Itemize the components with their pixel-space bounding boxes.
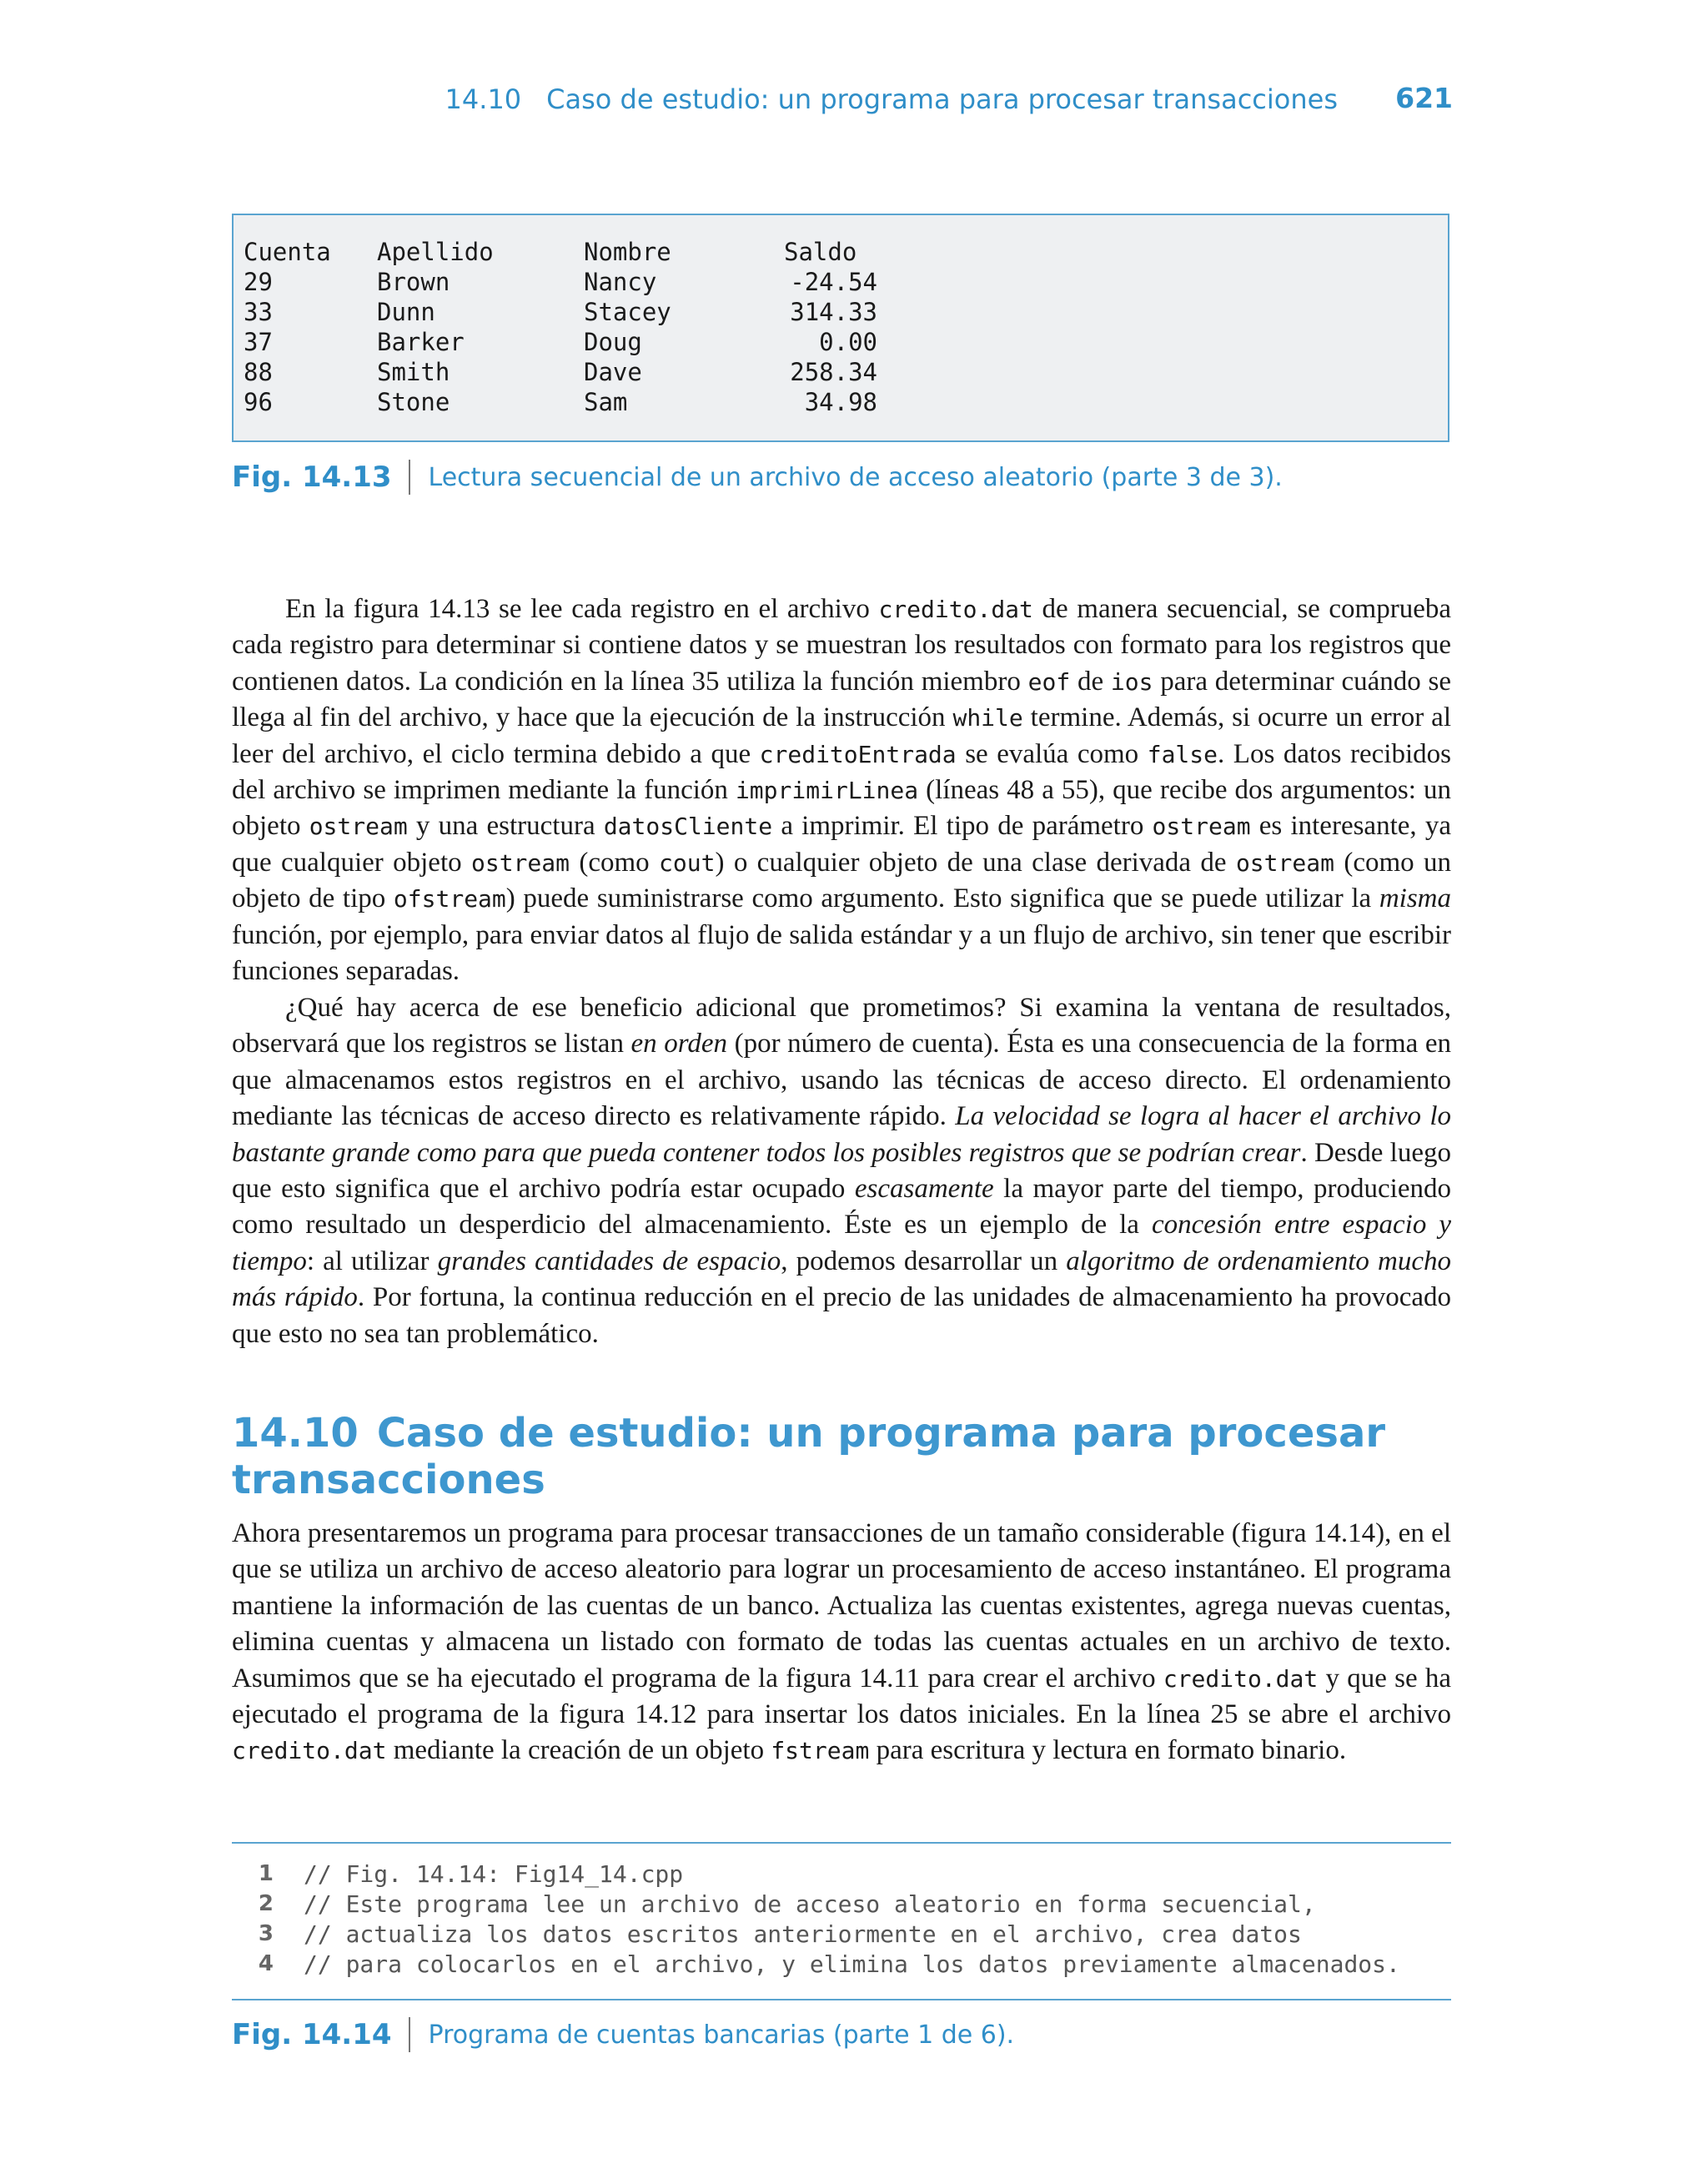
inline-code: ostream — [470, 848, 570, 877]
text-run: para determinar cuándo se llega al fin del archivo, y hace que la ejecución de la instrucción — [232, 666, 1451, 733]
cell-apellido: Dunn — [377, 298, 435, 326]
inline-code: cout — [659, 848, 716, 877]
inline-code: eof — [1027, 667, 1071, 696]
code-line — [232, 1859, 1451, 1889]
code-listing — [232, 1859, 1451, 1979]
cell-nombre: Sam — [584, 388, 628, 416]
text-run: se evalúa como — [956, 738, 1148, 769]
cell-apellido: Brown — [377, 268, 450, 296]
inline-code: fstream — [771, 1737, 870, 1765]
header-title — [445, 83, 1338, 115]
body-paragraph-1 — [232, 591, 1451, 989]
cell-apellido: Barker — [377, 328, 465, 356]
caption-divider — [409, 2017, 410, 2052]
text-run: ) puede suministrarse como argumento. Esto significa que se puede utilizar la — [505, 883, 1379, 914]
inline-code: ostream — [1152, 813, 1251, 841]
text-run: a imprimir. El tipo de parámetro — [772, 811, 1153, 842]
text-run: y que se ha ejecutado el programa de la figura 14.12 para insertar los datos iniciales. En la línea 25 se abre el archivo — [232, 1663, 1451, 1730]
running-header — [232, 78, 1453, 122]
cell-apellido: Smith — [377, 358, 450, 386]
text-run: (como un objeto de tipo — [232, 847, 1451, 914]
cell-cuenta: 96 — [244, 388, 273, 416]
cell-nombre: Stacey — [584, 298, 671, 326]
inline-code: false — [1147, 740, 1218, 768]
output-table-row — [244, 297, 877, 327]
emphasis: algoritmo de ordenamiento mucho más rápido — [232, 1246, 1451, 1313]
column-header-saldo: Saldo — [784, 238, 857, 266]
output-table-header-row — [244, 237, 877, 267]
cell-saldo: 258.34 — [790, 358, 877, 386]
line-number: 2 — [258, 1891, 274, 1916]
text-run: Ahora presentaremos un programa para procesar transacciones de un tamaño considerable (figura 14.14), en el que se utiliza un archivo de acceso aleatorio para lograr un procesamiento de acceso instantáneo. El programa mantiene la información de las cuentas de un banco. Actualiza las cuentas existentes, agrega nuevas cuentas, elimina cuentas y almacena un listado con formato de todas las cuentas actuales en un archivo de texto. Asumimos que se ha ejecutado el programa de la figura 14.11 para crear el archivo — [232, 1518, 1451, 1693]
emphasis: La velocidad se logra al hacer el archivo lo bastante grande como para que pueda contener todos los posibles registros que se podrían crear — [232, 1101, 1452, 1168]
output-table-row — [244, 357, 877, 387]
caption-divider — [409, 460, 410, 495]
line-number: 1 — [258, 1861, 274, 1886]
text-run: . Por fortuna, la continua reducción en el precio de las unidades de almacenamiento ha provocado que esto no sea tan problemático. — [232, 1282, 1451, 1349]
cell-saldo: 314.33 — [790, 298, 877, 326]
emphasis: misma — [1379, 883, 1452, 914]
page-number: 621 — [1395, 82, 1453, 114]
text-run: de manera secuencial, se comprueba cada registro para determinar si contiene datos y se muestran los resultados con formato para los registros que contienen datos. La condición en la línea 35 utiliza la función miembro — [232, 594, 1451, 697]
cell-apellido: Stone — [377, 388, 450, 416]
inline-code: credito.dat — [878, 596, 1033, 623]
line-code: // actualiza los datos escritos anteriormente en el archivo, crea datos — [304, 1920, 1302, 1948]
code-line — [232, 1889, 1451, 1919]
text-run: : al utilizar — [306, 1246, 438, 1276]
cell-nombre: Nancy — [584, 268, 657, 296]
body-paragraph-2 — [232, 990, 1451, 1352]
inline-code: ofstream — [393, 885, 506, 913]
text-run: . Desde luego que esto significa que el archivo podría estar ocupado — [232, 1137, 1451, 1205]
inline-code: credito.dat — [1163, 1664, 1319, 1693]
text-run: y una estructura — [407, 811, 604, 842]
inline-code: datosCliente — [603, 813, 773, 841]
cell-saldo: 0.00 — [819, 328, 877, 356]
line-code: // Fig. 14.14: Fig14_14.cpp — [304, 1859, 684, 1888]
inline-code: credito.dat — [232, 1737, 387, 1765]
program-output-box — [232, 214, 1449, 442]
text-run: para escritura y lectura en formato binario. — [869, 1735, 1347, 1766]
line-code: // para colocarlos en el archivo, y elimina los datos previamente almacenados. — [304, 1950, 1400, 1978]
text-run: de — [1070, 666, 1111, 697]
section-title: Caso de estudio: un programa para procesar transacciones — [232, 1410, 1386, 1503]
inline-code: ostream — [309, 813, 408, 841]
header-section-number: 14.10 — [445, 83, 522, 115]
line-number: 4 — [258, 1951, 274, 1976]
text-run: ) o cualquier objeto de una clase derivada de — [715, 847, 1236, 878]
section-heading — [232, 1410, 1451, 1503]
text-run: mediante la creación de un objeto — [386, 1735, 771, 1766]
output-table-row — [244, 267, 877, 297]
output-table — [244, 237, 877, 417]
body-paragraph-3 — [232, 1516, 1451, 1769]
text-run: la mayor parte del tiempo, produciendo como resultado un desperdicio del almacenamiento. Éste es un ejemplo de la — [232, 1174, 1451, 1240]
cell-saldo: -24.54 — [790, 268, 877, 296]
output-table-row — [244, 327, 877, 357]
text-run: . Los datos recibidos del archivo se imprimen mediante la función — [232, 738, 1451, 806]
text-run: función, por ejemplo, para enviar datos al flujo de salida estándar y a un flujo de archivo, sin tener que escribir funciones separadas. — [232, 919, 1451, 987]
figure-caption-text: Programa de cuentas bancarias (parte 1 de 6). — [428, 2020, 1015, 2050]
cell-cuenta: 29 — [244, 268, 273, 296]
inline-code: ostream — [1235, 848, 1334, 877]
emphasis: grandes cantidades de espacio — [437, 1246, 781, 1276]
text-run: (por número de cuenta). Ésta es una consecuencia de la forma en que almacenamos estos registros en el archivo, usando las técnicas de acceso directo. El ordenamiento mediante las técnicas de acceso directo es relativamente rápido. — [232, 1029, 1451, 1132]
column-header-apellido: Apellido — [377, 238, 494, 266]
cell-cuenta: 33 — [244, 298, 273, 326]
text-run: ¿Qué hay acerca de ese beneficio adicional que prometimos? Si examina la ventana de resultados, observará que los registros se listan — [232, 993, 1451, 1059]
emphasis: concesión entre espacio y tiempo — [232, 1210, 1452, 1276]
line-code: // Este programa lee un archivo de acceso aleatorio en forma secuencial, — [304, 1890, 1316, 1918]
cell-cuenta: 37 — [244, 328, 273, 356]
cell-cuenta: 88 — [244, 358, 273, 386]
emphasis: escasamente — [854, 1174, 994, 1205]
inline-code: ios — [1110, 667, 1153, 696]
cell-nombre: Doug — [584, 328, 642, 356]
code-listing-top-rule — [232, 1842, 1451, 1844]
inline-code: while — [952, 704, 1023, 732]
code-line — [232, 1949, 1451, 1979]
figure-label: Fig. 14.13 — [232, 460, 392, 494]
cell-nombre: Dave — [584, 358, 642, 386]
inline-code: creditoEntrada — [759, 740, 957, 768]
emphasis: en orden — [630, 1029, 728, 1059]
column-header-nombre: Nombre — [584, 238, 671, 266]
text-run: termine. Además, si ocurre un error al leer del archivo, el ciclo termina debido a que — [232, 702, 1451, 769]
inline-code: imprimirLinea — [735, 777, 919, 805]
figure-label: Fig. 14.14 — [232, 2018, 392, 2051]
code-line — [232, 1919, 1451, 1949]
output-table-row — [244, 387, 877, 417]
text-run: En la figura 14.13 se lee cada registro en el archivo — [285, 594, 879, 624]
text-run: es interesante, ya que cualquier objeto — [232, 811, 1452, 878]
line-number: 3 — [258, 1921, 274, 1946]
code-listing-bottom-rule — [232, 1999, 1451, 2000]
cell-saldo: 34.98 — [804, 388, 877, 416]
text-run: (como — [570, 847, 660, 878]
column-header-cuenta: Cuenta — [244, 238, 331, 266]
header-section-title: Caso de estudio: un programa para procesar transacciones — [546, 83, 1338, 115]
figure-caption-text: Lectura secuencial de un archivo de acceso aleatorio (parte 3 de 3). — [428, 462, 1283, 492]
text-run: , podemos desarrollar un — [781, 1246, 1067, 1276]
text-run: (líneas 48 a 55), que recibe dos argumentos: un objeto — [232, 775, 1451, 842]
section-number: 14.10 — [232, 1410, 359, 1457]
figure-14-14-caption — [232, 2015, 1014, 2055]
figure-14-13-caption — [232, 457, 1283, 497]
